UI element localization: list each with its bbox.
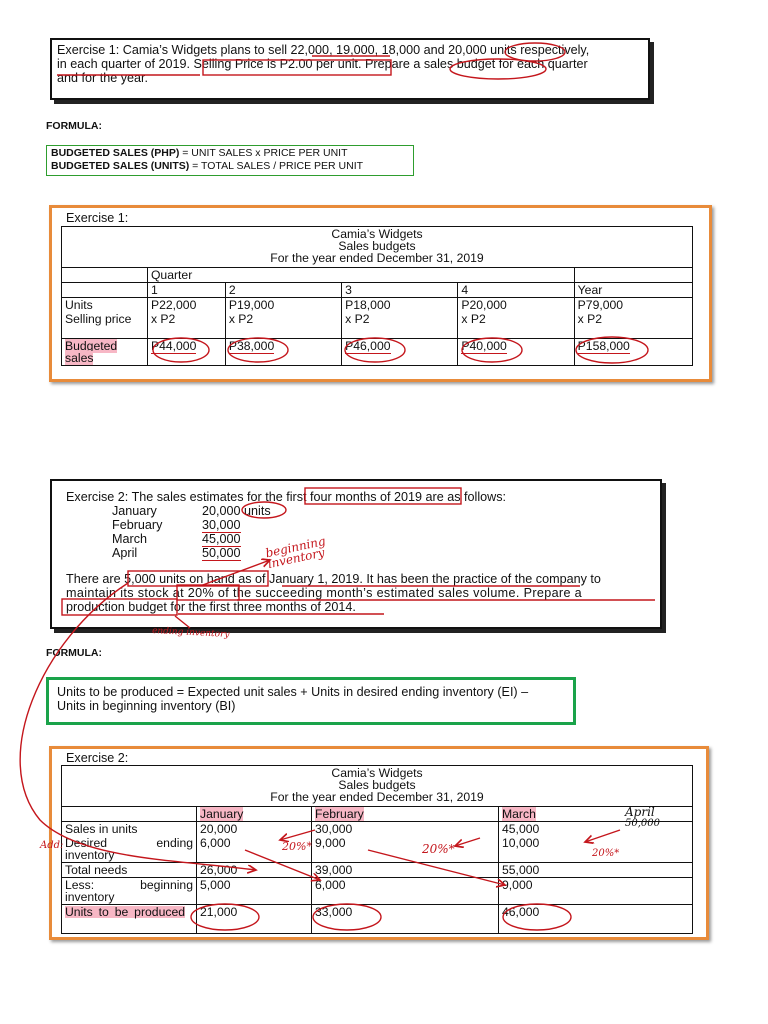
table-row: Units to be produced 21,000 33,000 46,000: [62, 905, 693, 934]
exercise1-problem-box: [50, 38, 650, 100]
table1-col: 3: [342, 283, 458, 298]
table-row: Budgeted sales P44,000 P38,000 P46,000 P40,000 P158,000: [62, 339, 693, 366]
exercise2-para3: production budget for the first three months of 2014.: [66, 600, 356, 614]
table-row: Units P22,000 P19,000 P18,000 P20,000 P79,000: [62, 298, 693, 313]
exercise2-para2: maintain its stock at 20% of the succeeding month’s estimated sales volume. Prepare a: [66, 586, 583, 600]
note-ending-inventory: ending inventory: [151, 625, 230, 641]
table2-col: March: [499, 807, 693, 822]
exercise1-solution-title: Exercise 1:: [66, 211, 129, 225]
table-row: Total needs 26,000 39,000 55,000: [62, 863, 693, 878]
table1-header: Camia’s Widgets Sales budgets For the year ended December 31, 2019: [62, 227, 693, 268]
table-row: Less: beginning inventory 5,000 6,000 9,000: [62, 878, 693, 905]
note-beginning-inventory: beginning inventory: [264, 533, 327, 572]
note-add: Add:: [40, 840, 64, 851]
formula1-box: [46, 145, 414, 176]
note-pct-mar: 20%*: [592, 848, 620, 859]
table1-col: 4: [458, 283, 574, 298]
list-item: January 20,000 units: [112, 504, 271, 518]
note-pct-jan: 20%*: [282, 840, 312, 853]
note-april: April 50,000: [625, 805, 660, 829]
list-item: April 50,000: [112, 546, 241, 560]
sales-budget-table-1: [61, 226, 693, 366]
table1-col: 1: [147, 283, 225, 298]
exercise1-line3: and for the year.: [57, 71, 149, 85]
exercise1-line1: Exercise 1: Camia’s Widgets plans to sell 22,000, 19,000, 18,000 and 20,000 units respectively,: [57, 43, 590, 57]
formula2-label: FORMULA:: [46, 647, 102, 659]
formula1-label: FORMULA:: [46, 120, 102, 132]
table2-header: Camia’s Widgets Sales budgets For the year ended December 31, 2019: [62, 766, 693, 807]
list-item: February 30,000: [112, 518, 241, 532]
formula1-row2: BUDGETED SALES (UNITS) = TOTAL SALES / PRICE PER UNIT: [51, 160, 364, 172]
table2-col: January: [197, 807, 312, 822]
formula2-box: [46, 677, 576, 725]
table2-col: February: [312, 807, 499, 822]
formula2-line2: Units in beginning inventory (BI): [57, 699, 236, 713]
table1-quarter-label: Quarter: [147, 268, 574, 283]
table-row: Sales in units 20,000 30,000 45,000: [62, 822, 693, 837]
list-item: March 45,000: [112, 532, 241, 546]
note-pct-feb: 20%*: [422, 842, 455, 856]
table1-col: Year: [574, 283, 692, 298]
exercise2-intro: Exercise 2: The sales estimates for the first four months of 2019 are as follows:: [66, 490, 507, 504]
exercise1-line2: in each quarter of 2019. Selling Price is P2.00 per unit. Prepare a sales budget for each quarter: [57, 57, 588, 71]
table-row: Desired ending inventory 6,000 9,000 10,000: [62, 836, 693, 863]
table-row: Selling price x P2 x P2 x P2 x P2 x P2: [62, 312, 693, 339]
formula1-row1: BUDGETED SALES (PHP) = UNIT SALES x PRICE PER UNIT: [51, 147, 348, 159]
formula2-line1: Units to be produced = Expected unit sales + Units in desired ending inventory (EI) –: [57, 685, 529, 699]
exercise2-problem-box: [50, 479, 662, 629]
exercise2-solution-title: Exercise 2:: [66, 751, 129, 765]
table1-col: 2: [225, 283, 341, 298]
exercise2-para1: There are 5,000 units on hand as of January 1, 2019. It has been the practice of the company to: [66, 572, 601, 586]
